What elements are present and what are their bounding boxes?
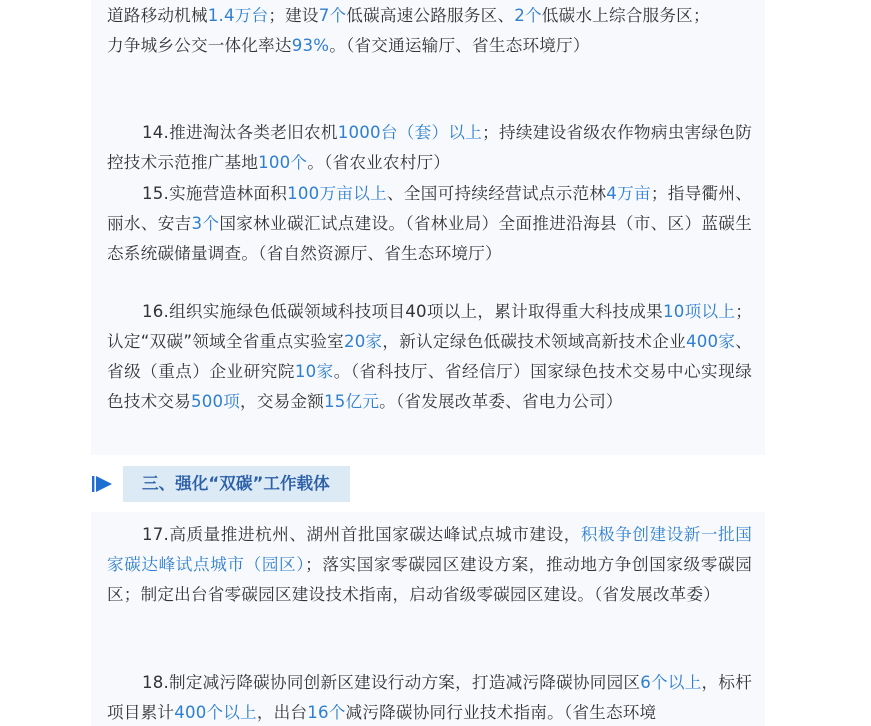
section-heading <box>91 466 391 502</box>
highlighted-figure: 2个 <box>514 6 542 25</box>
paragraph-text: ；持续建设省级农作物病虫害绿色防控技术示范推广基地 <box>107 123 752 172</box>
highlighted-figure: 10家 <box>294 362 334 381</box>
paragraph-text: 道路移动机械 <box>107 6 208 25</box>
paragraph-17 <box>107 520 752 610</box>
paragraph-text: 。（省交通运输厅、省生态环境厅） <box>329 36 590 55</box>
paragraph-15 <box>107 179 752 269</box>
highlighted-figure: 100万亩以上 <box>287 184 387 203</box>
paragraph-text: ；建设 <box>268 6 319 25</box>
paragraph-text: 国家林业碳汇试点建设。（省林业局）全面推进沿海县（市、区）蓝碳生态系统碳储量调查。（省自然资源厅、省生态环境厅） <box>107 214 752 263</box>
paragraph-text: 18.制定减污降碳协同创新区建设行动方案，打造减污降碳协同园区 <box>142 673 641 692</box>
paragraph-16 <box>107 297 752 417</box>
highlighted-figure: 10项以上 <box>663 302 736 321</box>
highlighted-figure: 积极争创建设新一批国家碳达峰试点城市（园区） <box>107 525 752 574</box>
paragraph-text: 16.组织实施绿色低碳领域科技项目40项以上，累计取得重大科技成果 <box>142 302 663 321</box>
paragraph-text: ，新认定绿色低碳技术领域高新技术企业 <box>382 332 686 351</box>
paragraph-text: 17.高质量推进杭州、湖州首批国家碳达峰试点城市建设， <box>142 525 581 544</box>
paragraph-text: 力争城乡公交一体化率达 <box>107 36 292 55</box>
highlighted-figure: 7个 <box>318 6 347 25</box>
paragraph-text: 。（省发展改革委、省电力公司） <box>379 392 623 411</box>
play-triangle-icon <box>91 475 115 493</box>
paragraph-13-tail <box>107 1 752 61</box>
paragraph-text: ；指导衢州、丽水、安吉 <box>107 184 752 233</box>
highlighted-figure: 4万亩 <box>606 184 651 203</box>
paragraph-text: ，标杆项目累计 <box>107 673 752 722</box>
highlighted-figure: 500项 <box>190 392 241 411</box>
highlighted-figure: 93% <box>291 36 330 55</box>
highlighted-figure: 20家 <box>343 332 383 351</box>
highlighted-figure: 6个以上 <box>640 673 702 692</box>
paragraph-14 <box>107 118 752 178</box>
paragraph-text: 低碳高速公路服务区、 <box>346 6 515 25</box>
paragraph-text: 减污降碳协同行业技术指南。（省生态环境 <box>345 703 657 722</box>
paragraph-text: 14.推进淘汰各类老旧农机 <box>142 123 338 142</box>
paragraph-text: 15.实施营造林面积 <box>142 184 288 203</box>
paragraph-text: ，交易金额 <box>240 392 325 411</box>
paragraph-text: 、全国可持续经营试点示范林 <box>386 184 607 203</box>
highlighted-figure: 400个以上 <box>174 703 257 722</box>
highlighted-figure: 1.4万台 <box>207 6 269 25</box>
highlighted-figure: 400家 <box>685 332 736 351</box>
paragraph-text: 。（省科技厅、省经信厅）国家绿色技术交易中心实现绿色技术交易 <box>107 362 752 411</box>
paragraph-text: ；落实国家零碳园区建设方案，推动地方争创国家级零碳园区；制定出台省零碳园区建设技术指南，启动省级零碳园区建设。（省发展改革委） <box>107 555 752 604</box>
highlighted-figure: 15亿元 <box>324 392 380 411</box>
paragraph-text: 低碳水上综合服务区； <box>541 6 710 25</box>
paragraph-text: ，出台 <box>256 703 308 722</box>
paragraph-text: 。（省农业农村厅） <box>307 153 451 172</box>
highlighted-figure: 100个 <box>258 153 308 172</box>
paragraph-18 <box>107 668 752 726</box>
highlighted-figure: 16个 <box>307 703 346 722</box>
paragraph-text: ；认定“双碳”领域全省重点实验室 <box>107 302 752 351</box>
highlighted-figure: 3个 <box>191 214 220 233</box>
highlighted-figure: 1000台（套）以上 <box>337 123 483 142</box>
section-heading-label: 三、强化“双碳”工作载体 <box>123 466 350 502</box>
paragraph-text: 、省级（重点）企业研究院 <box>107 332 752 381</box>
